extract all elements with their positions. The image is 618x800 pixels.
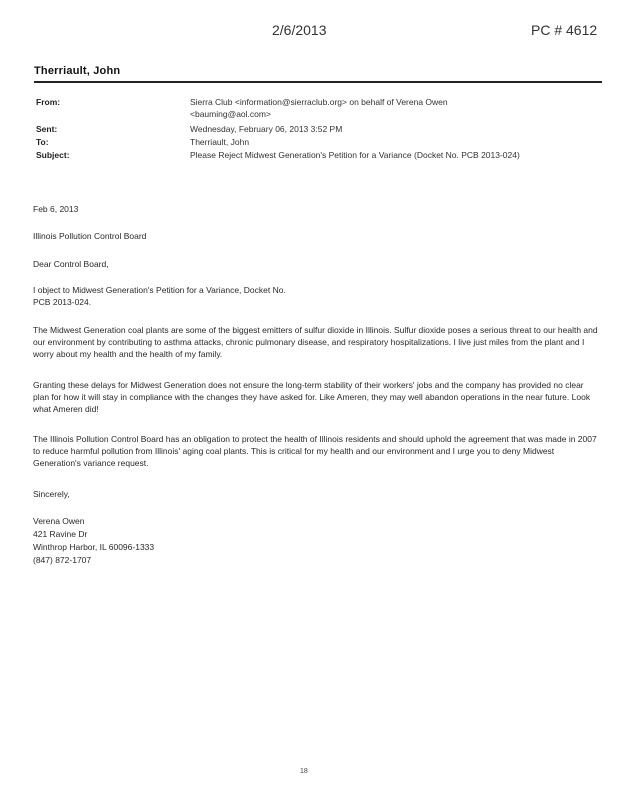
from-value-continued: <bauming@aol.com> [190, 109, 271, 119]
page-number: 18 [300, 768, 308, 775]
stamp-pc-number: PC # 4612 [531, 22, 598, 38]
stamp-date: 2/6/2013 [272, 22, 327, 38]
letter-date: Feb 6, 2013 [33, 204, 79, 214]
header-rule [34, 81, 602, 83]
paragraph-obligation: The Illinois Pollution Control Board has an obligation to protect the health of Illinois residents and should uphold the agreement that was made in 2007 to reduce harmful pollution from Illinois' aging coal plants. This is critical for my health and our environment and I urge you to deny Midwest Generation's variance request. [33, 434, 597, 468]
signature-name: Verena Owen [33, 516, 85, 526]
paragraph-objection-line1: I object to Midwest Generation's Petition for a Variance, Docket No. [33, 285, 286, 295]
to-label: To: [36, 137, 49, 147]
signature-phone: (847) 872-1707 [33, 555, 92, 565]
to-value: Therriault, John [190, 137, 250, 147]
from-value: Sierra Club <information@sierraclub.org> on behalf of Verena Owen [190, 97, 448, 107]
letter-recipient: Illinois Pollution Control Board [33, 231, 147, 241]
letter-closing: Sincerely, [33, 489, 70, 499]
subject-value: Please Reject Midwest Generation's Petition for a Variance (Docket No. PCB 2013-024) [190, 150, 520, 160]
from-label: From: [36, 97, 61, 107]
paragraph-sulfur-dioxide: The Midwest Generation coal plants are some of the biggest emitters of sulfur dioxide in Illinois. Sulfur dioxide poses a serious threat to our health and our environment by contributing to asthma attacks, chronic pulmonary disease, and respiratory hospitalizations. I live just miles from the plant and I worry about my health and the health of my family. [33, 325, 598, 359]
paragraph-delays: Granting these delays for Midwest Generation does not ensure the long-term stability of their workers' jobs and the company has provided no clear plan for how it will stay in compliance with the changes they have asked for. Like Ameren, they may well abandon operations in the near future. Look what Ameren did! [33, 380, 591, 414]
signature-city: Winthrop Harbor, IL 60096-1333 [33, 542, 155, 552]
subject-label: Subject: [36, 150, 70, 160]
sent-label: Sent: [36, 124, 58, 134]
mailbox-owner-name: Therriault, John [34, 65, 121, 77]
sent-value: Wednesday, February 06, 2013 3:52 PM [190, 124, 343, 134]
paragraph-objection-line2: PCB 2013-024. [33, 297, 92, 307]
signature-street: 421 Ravine Dr [33, 529, 88, 539]
letter-salutation: Dear Control Board, [33, 259, 109, 269]
